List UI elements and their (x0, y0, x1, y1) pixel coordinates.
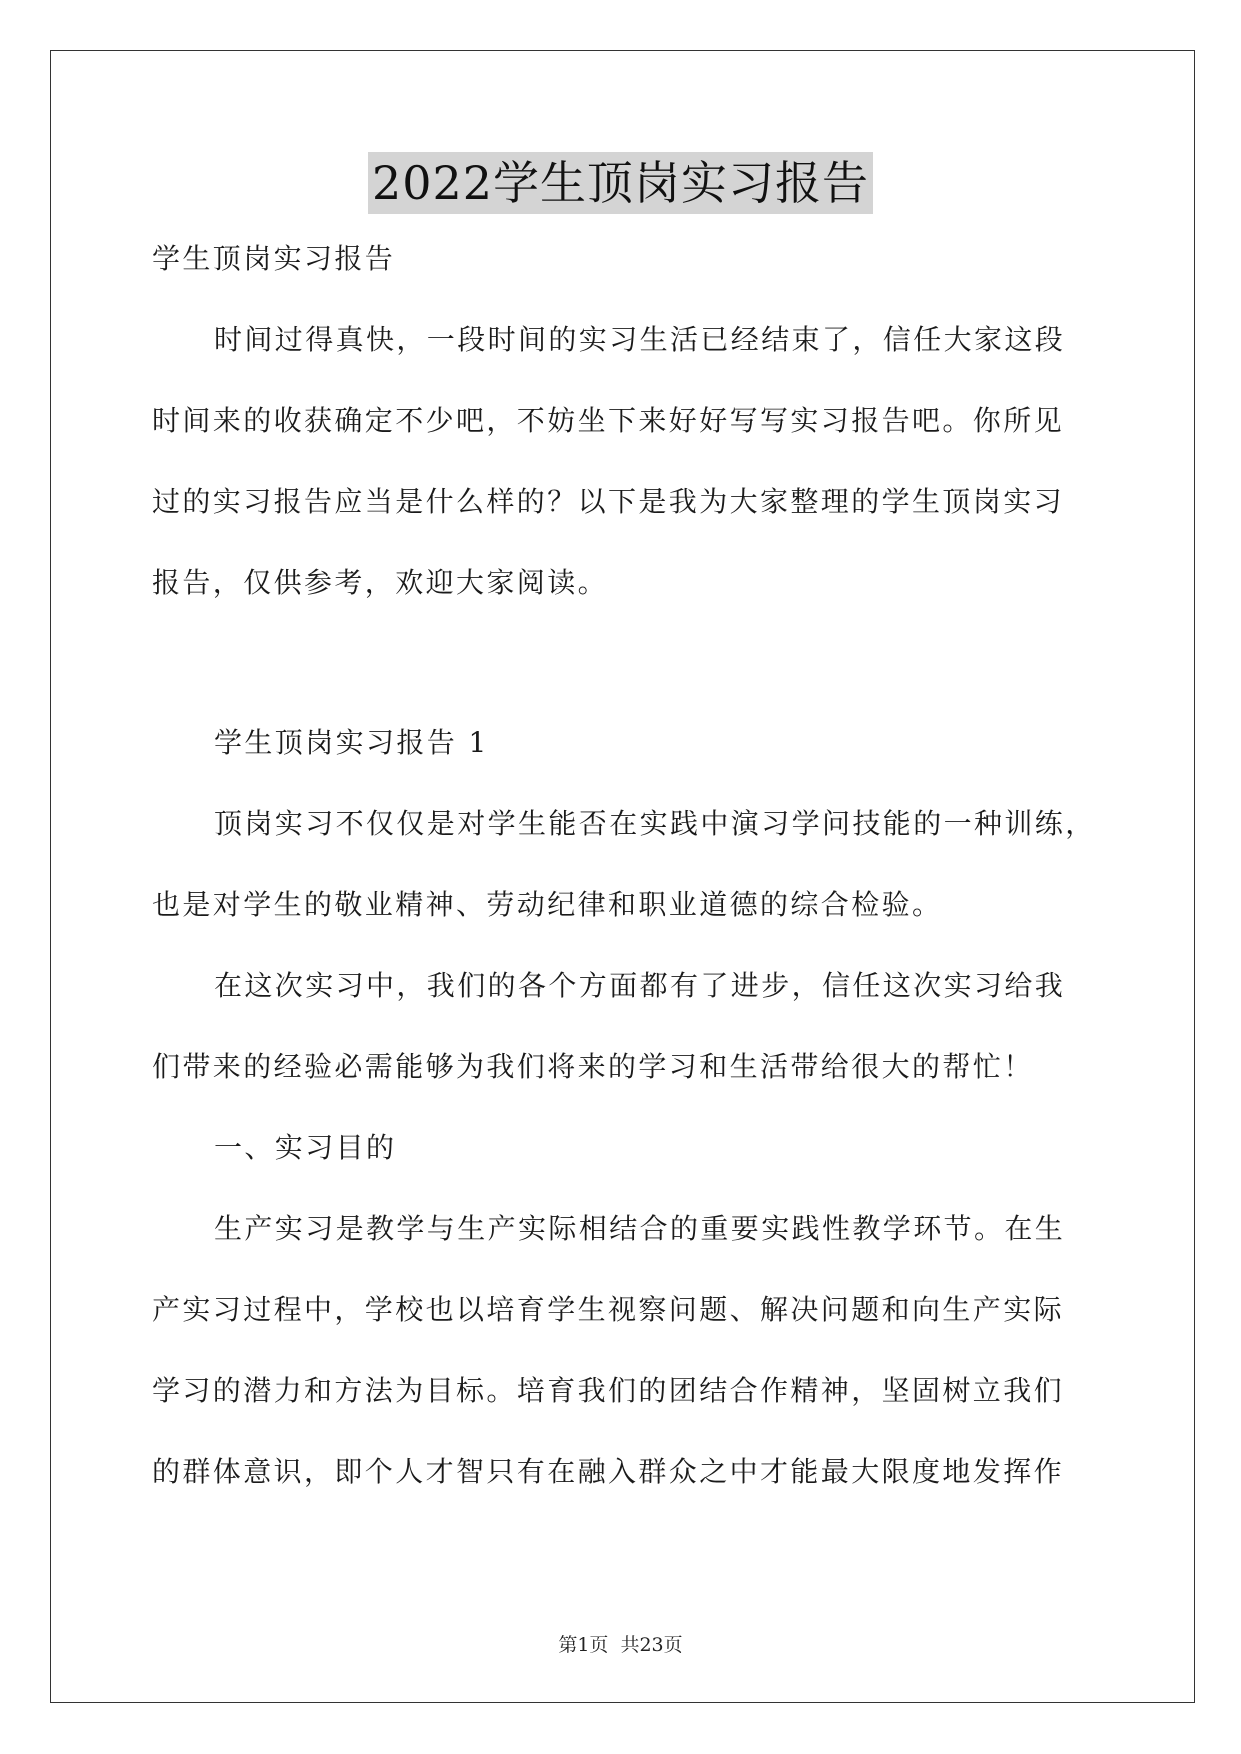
section-heading: 学生顶岗实习报告 1 (214, 726, 489, 759)
paragraph-line: 生产实习是教学与生产实际相结合的重要实践性教学环节。在生 (214, 1212, 1066, 1245)
document-title: 2022学生顶岗实习报告 (368, 152, 873, 214)
paragraph-line: 时间来的收获确定不少吧，不妨坐下来好好写写实习报告吧。你所见 (152, 404, 1065, 437)
document-body (152, 234, 1097, 1528)
paragraph-line: 过的实习报告应当是什么样的？以下是我为大家整理的学生顶岗实习 (152, 485, 1065, 518)
section-heading: 一、实习目的 (214, 1131, 397, 1164)
paragraph-line: 们带来的经验必需能够为我们将来的学习和生活带给很大的帮忙！ (152, 1050, 1034, 1083)
paragraph-line: 的群体意识，即个人才智只有在融入群众之中才能最大限度地发挥作 (152, 1455, 1065, 1488)
paragraph-line: 顶岗实习不仅仅是对学生能否在实践中演习学问技能的一种训练， (214, 807, 1096, 840)
page-footer (0, 1630, 1241, 1657)
paragraph-line: 在这次实习中，我们的各个方面都有了进步，信任这次实习给我 (214, 969, 1066, 1002)
page-number: 第1页 (558, 1634, 609, 1656)
page-total: 共23页 (620, 1634, 683, 1656)
subtitle-line: 学生顶岗实习报告 (152, 242, 396, 275)
paragraph-line: 也是对学生的敬业精神、劳动纪律和职业道德的综合检验。 (152, 888, 943, 921)
paragraph-line: 报告，仅供参考，欢迎大家阅读。 (152, 566, 609, 599)
paragraph-line: 产实习过程中，学校也以培育学生视察问题、解决问题和向生产实际 (152, 1293, 1065, 1326)
paragraph-line: 时间过得真快，一段时间的实习生活已经结束了，信任大家这段 (214, 323, 1066, 356)
paragraph-line: 学习的潜力和方法为目标。培育我们的团结合作精神，坚固树立我们 (152, 1374, 1065, 1407)
title-container (0, 152, 1241, 214)
